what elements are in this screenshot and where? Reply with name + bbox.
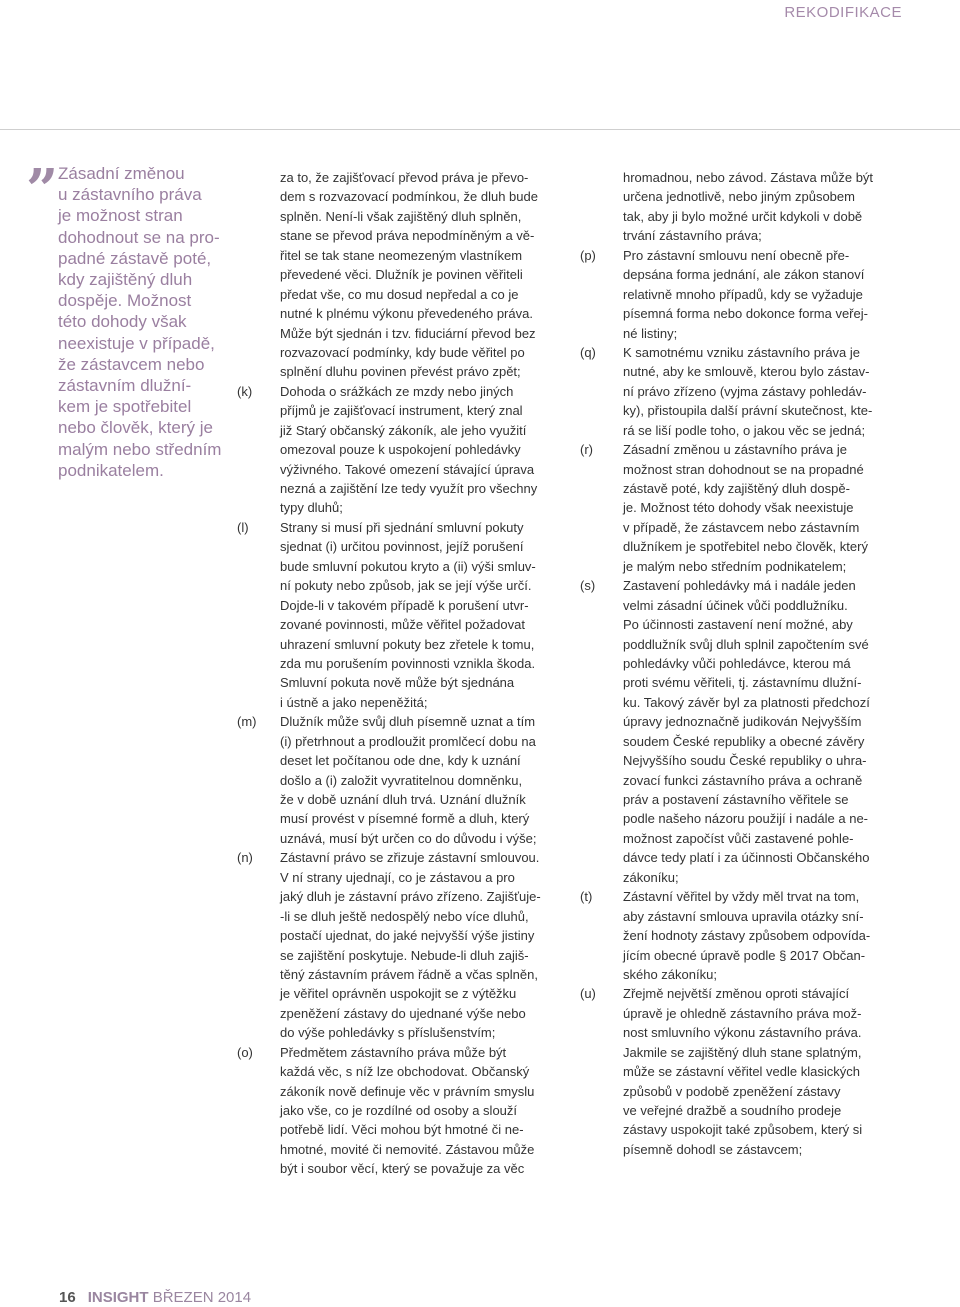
text-line bbox=[623, 479, 923, 498]
line-text: tak, aby ji bylo možné určit kdykoli v době bbox=[623, 208, 863, 224]
line-text: splnění dluhu povinen převést právo zpět; bbox=[280, 364, 521, 380]
list-marker: (m) bbox=[237, 714, 257, 730]
line-text: zákoník nově definuje věc v právním smyslu bbox=[280, 1083, 535, 1099]
line-text: každá věc, s níž lze obchodovat. Občanský bbox=[280, 1064, 530, 1080]
text-line bbox=[623, 187, 923, 206]
text-line bbox=[280, 596, 580, 615]
text-line bbox=[623, 382, 923, 401]
text-line bbox=[280, 887, 580, 906]
text-line bbox=[280, 226, 580, 245]
text-line bbox=[280, 1140, 580, 1159]
line-text: Nejvyššího soudu České republiky o uhra- bbox=[623, 753, 867, 769]
text-line bbox=[623, 285, 923, 304]
line-text: za to, že zajišťovací převod práva je převo- bbox=[280, 170, 529, 185]
line-text: možnost započíst vůči zastavené pohle- bbox=[623, 830, 854, 846]
pull-quote-line: kdy zajištěný dluh bbox=[58, 270, 193, 290]
text-line bbox=[280, 635, 580, 654]
text-line bbox=[237, 848, 580, 867]
line-text: předat vše, co mu dosud nepředal a co je bbox=[280, 286, 519, 302]
line-text: v případě, že zástavcem nebo zástavním bbox=[623, 519, 860, 535]
text-line bbox=[280, 285, 580, 304]
line-text: určena jednotlivě, nebo jiným způsobem bbox=[623, 189, 855, 205]
text-line bbox=[623, 868, 923, 887]
text-line bbox=[280, 751, 580, 770]
text-line bbox=[623, 304, 923, 323]
pull-quote-line: padné zástavě poté, bbox=[58, 248, 212, 268]
text-line bbox=[280, 1004, 580, 1023]
line-text: dávce tedy platí i za účinnosti Občanského bbox=[623, 850, 870, 866]
line-text: ského zákoníku; bbox=[623, 966, 717, 982]
text-line bbox=[280, 771, 580, 790]
line-text: do výše pohledávky s příslušenstvím; bbox=[280, 1025, 496, 1041]
line-text: nezná a zajištění lze tedy využít pro všechny bbox=[280, 481, 538, 496]
text-line bbox=[580, 576, 923, 595]
issue-date: BŘEZEN 2014 bbox=[152, 1289, 252, 1306]
text-line bbox=[623, 673, 923, 692]
text-line bbox=[623, 226, 923, 245]
text-line bbox=[280, 732, 580, 751]
line-text: došlo a (i) založit vyvratitelnou domněnku, bbox=[280, 772, 523, 788]
text-line bbox=[623, 401, 923, 420]
line-text: zované povinnosti, může věřitel požadovat bbox=[280, 617, 525, 633]
line-text: sjednat (i) určitou povinnost, jejíž porušení bbox=[280, 539, 524, 555]
line-text: zpeněžení zástavy do ujednané výše nebo bbox=[280, 1005, 526, 1021]
page-footer bbox=[59, 1289, 251, 1306]
text-line bbox=[280, 440, 580, 459]
line-text: jícím obecné úpravě podle § 2017 Občan- bbox=[623, 947, 866, 963]
text-line bbox=[280, 168, 580, 187]
list-marker: (s) bbox=[580, 578, 596, 594]
pull-quote-line: malým nebo středním bbox=[58, 439, 222, 459]
text-line bbox=[623, 829, 923, 848]
text-line bbox=[623, 1082, 923, 1101]
list-marker: (r) bbox=[580, 442, 593, 458]
line-text: je věřitel oprávněn uspokojit se z výtěžku bbox=[280, 986, 517, 1002]
line-text: být i soubor věcí, který se považuje za věc bbox=[280, 1161, 525, 1177]
text-line bbox=[623, 809, 923, 828]
line-text: Dohoda o srážkách ze mzdy nebo jiných bbox=[280, 383, 514, 399]
list-marker: (n) bbox=[237, 850, 253, 866]
line-text: je. Možnost této dohody však neexistuje bbox=[623, 500, 854, 516]
line-text: potřebě lidí. Věci mohou být hmotné či ne- bbox=[280, 1122, 524, 1138]
text-line bbox=[280, 343, 580, 362]
line-text: Dlužník může svůj dluh písemně uznat a tím bbox=[280, 714, 536, 730]
text-line bbox=[280, 693, 580, 712]
text-line bbox=[280, 401, 580, 420]
text-line bbox=[623, 771, 923, 790]
line-text: deset let počítanou ode dne, kdy k uznání bbox=[280, 753, 521, 769]
line-text: práv a postavení zástavního věřitele se bbox=[623, 792, 849, 807]
line-text: nutné, aby ke smlouvě, kterou bylo zástav- bbox=[623, 364, 870, 380]
list-marker: (k) bbox=[237, 383, 253, 399]
line-text: poddlužník svůj dluh splnil započtením své bbox=[623, 636, 869, 652]
pull-quote-line: neexistuje v případě, bbox=[58, 333, 215, 353]
line-text: písemná forma nebo dokonce forma veřej- bbox=[623, 306, 868, 322]
text-line bbox=[280, 1120, 580, 1139]
line-text: Jakmile se zajištěný dluh stane splatným, bbox=[623, 1044, 862, 1060]
text-line bbox=[280, 926, 580, 945]
text-line bbox=[580, 343, 923, 362]
text-line bbox=[280, 1082, 580, 1101]
line-text: již Starý občanský zákoník, ale jeho využití bbox=[280, 422, 527, 438]
line-text: pohledávky vůči pohledávce, kterou má bbox=[623, 655, 851, 671]
line-text: podle našeho názoru použijí i nadále a ne- bbox=[623, 811, 869, 827]
line-text: příjmů je zajišťovací instrument, který znal bbox=[280, 403, 523, 419]
line-text: písemně dohodl se zástavcem; bbox=[623, 1141, 803, 1157]
text-line bbox=[280, 984, 580, 1003]
text-line bbox=[280, 187, 580, 206]
text-line bbox=[623, 946, 923, 965]
text-line bbox=[623, 848, 923, 867]
text-line bbox=[280, 265, 580, 284]
pull-quote-line: této dohody však bbox=[58, 312, 187, 332]
text-line bbox=[280, 829, 580, 848]
text-line bbox=[623, 168, 923, 187]
line-text: Může být sjednán i tzv. fiduciární převod bez bbox=[280, 325, 536, 341]
line-text: proti svému věřiteli, tj. zástavnímu dlužní- bbox=[623, 675, 862, 691]
line-text: Zástavní právo se zřizuje zástavní smlouvou. bbox=[280, 850, 540, 866]
text-line bbox=[280, 1101, 580, 1120]
text-line bbox=[280, 1062, 580, 1081]
line-text: že v době uznání dluh trvá. Uznání dlužník bbox=[280, 792, 526, 807]
text-line bbox=[280, 207, 580, 226]
line-text: je malým nebo středním podnikatelem; bbox=[623, 558, 847, 574]
text-line bbox=[280, 421, 580, 440]
text-line bbox=[280, 615, 580, 634]
line-text: -li se dluh ještě nedospělý nebo více dluhů, bbox=[280, 908, 529, 924]
text-line bbox=[580, 984, 923, 1003]
line-text: Zastavení pohledávky má i nadále jeden bbox=[623, 578, 856, 594]
line-text: Smluvní pokuta nově může být sjednána bbox=[280, 675, 515, 691]
line-text: ve veřejné dražbě a soudního prodeje bbox=[623, 1103, 842, 1118]
text-line bbox=[623, 1101, 923, 1120]
line-text: (i) přetrhnout a prodloužit promlčecí dobu na bbox=[280, 733, 536, 749]
text-line bbox=[623, 732, 923, 751]
text-line bbox=[237, 1043, 580, 1062]
line-text: hromadnou, nebo závod. Zástava může být bbox=[623, 170, 874, 185]
pull-quote-line: že zástavcem nebo bbox=[58, 354, 205, 374]
line-text: Zástavní věřitel by vždy měl trvat na tom, bbox=[623, 889, 860, 905]
line-text: omezoval pouze k uspokojení pohledávky bbox=[280, 442, 521, 458]
text-line bbox=[623, 1023, 923, 1042]
line-text: dem s rozvazovací podmínkou, že dluh bude bbox=[280, 189, 538, 205]
line-text: Po účinnosti zastavení není možné, aby bbox=[623, 617, 853, 633]
pull-quote-line: zástavním dlužní- bbox=[58, 376, 192, 396]
line-text: stane se převod práva nepodmíněným a vě- bbox=[280, 228, 535, 244]
text-line bbox=[280, 460, 580, 479]
text-line bbox=[280, 362, 580, 381]
text-line bbox=[623, 635, 923, 654]
line-text: zástavě poté, kdy zajištěný dluh dospě- bbox=[623, 481, 850, 496]
pull-quote-line: u zástavního práva bbox=[58, 185, 202, 205]
text-line bbox=[623, 693, 923, 712]
line-text: úpravy jednoznačně judikován Nejvyšším bbox=[623, 714, 862, 730]
pull-quote-line: podnikatelem. bbox=[58, 460, 164, 480]
text-line bbox=[623, 265, 923, 284]
line-text: Dojde-li v takovém případě k porušení utvr- bbox=[280, 597, 529, 613]
line-text: těný zástavním právem řádně a včas splněn, bbox=[280, 966, 538, 982]
line-text: převedené věci. Dlužník je povinen věřiteli bbox=[280, 267, 523, 283]
line-text: velmi zásadní účinek vůči poddlužníku. bbox=[623, 597, 848, 613]
list-marker: (q) bbox=[580, 344, 596, 360]
line-text: Předmětem zástavního práva může být bbox=[280, 1044, 507, 1060]
text-line bbox=[623, 207, 923, 226]
line-text: hmotné, movité či nemovité. Zástavou může bbox=[280, 1141, 535, 1157]
list-marker: (l) bbox=[237, 519, 249, 535]
line-text: aby zástavní smlouva upravila otázky sní- bbox=[623, 908, 864, 924]
text-line bbox=[280, 965, 580, 984]
pull-quote bbox=[58, 163, 243, 481]
text-line bbox=[280, 1023, 580, 1042]
line-text: uhrazení smluvní pokuty bez zřetele k tomu, bbox=[280, 636, 535, 652]
text-line bbox=[623, 362, 923, 381]
line-text: Zřejmě největší změnou oproti stávající bbox=[623, 986, 850, 1002]
line-text: Strany si musí při sjednání smluvní pokuty bbox=[280, 519, 524, 535]
text-line bbox=[623, 1140, 923, 1159]
text-line bbox=[237, 382, 580, 401]
line-text: i ústně a jako nepeněžitá; bbox=[280, 694, 428, 710]
line-text: ky), přistoupila další právní skutečnost, kte- bbox=[623, 403, 873, 419]
text-line bbox=[623, 1120, 923, 1139]
text-line bbox=[280, 673, 580, 692]
text-line bbox=[623, 790, 923, 809]
line-text: V ní strany ujednají, co je zástavou a pro bbox=[280, 869, 515, 885]
line-text: se zajištění poskytuje. Nebude-li dluh zajiš- bbox=[280, 947, 529, 963]
list-marker: (t) bbox=[580, 889, 593, 905]
line-text: může se zástavní věřitel vedle klasických bbox=[623, 1064, 860, 1080]
pull-quote-line: dospěje. Možnost bbox=[58, 291, 192, 311]
text-line bbox=[623, 460, 923, 479]
line-text: depsána forma jednání, ale zákon stanoví bbox=[623, 267, 865, 283]
text-line bbox=[280, 576, 580, 595]
text-line bbox=[623, 1043, 923, 1062]
line-text: musí provést v písemné formě a dluh, který bbox=[280, 811, 530, 827]
line-text: jako vše, co je rozdílné od osoby a slouží bbox=[280, 1103, 518, 1118]
line-text: zákoníku; bbox=[623, 869, 679, 885]
line-text: soudem České republiky a obecné závěry bbox=[623, 733, 865, 749]
line-text: možnost stran dohodnout se na propadné bbox=[623, 461, 864, 477]
line-text: úpravě je ohledně zástavního práva mož- bbox=[623, 1005, 862, 1021]
line-text: Zásadní změnou u zástavního práva je bbox=[623, 442, 848, 458]
text-line bbox=[623, 926, 923, 945]
line-text: zovací funkci zástavního práva a ochraně bbox=[623, 772, 863, 788]
line-text: typy dluhů; bbox=[280, 500, 343, 516]
text-line bbox=[280, 946, 580, 965]
text-line bbox=[623, 596, 923, 615]
line-text: zda mu porušením povinnosti vznikla škoda. bbox=[280, 655, 536, 671]
line-text: výživného. Takové omezení stávající úprava bbox=[280, 461, 535, 477]
line-text: bude smluvní pokutou kryto a (ii) výši smluv- bbox=[280, 558, 536, 574]
text-line bbox=[623, 324, 923, 343]
text-line bbox=[623, 518, 923, 537]
line-text: způsobů v podobě zpeněžení zástavy bbox=[623, 1083, 841, 1099]
pull-quote-line: dohodnout se na pro- bbox=[58, 227, 220, 247]
text-line bbox=[623, 537, 923, 556]
text-line bbox=[280, 479, 580, 498]
line-text: rozvazovací podmínky, kdy bude věřitel po bbox=[280, 344, 525, 360]
line-text: nutné k plnému výkonu převedeného práva. bbox=[280, 306, 533, 322]
text-line bbox=[280, 324, 580, 343]
text-line bbox=[280, 868, 580, 887]
line-text: zástavy uspokojit také způsobem, který si bbox=[623, 1122, 863, 1138]
section-label: REKODIFIKACE bbox=[784, 4, 902, 21]
pull-quote-line: Zásadní změnou bbox=[58, 164, 185, 183]
text-line bbox=[280, 246, 580, 265]
list-marker: (p) bbox=[580, 247, 596, 263]
line-text: trvání zástavního práva; bbox=[623, 228, 762, 244]
line-text: né listiny; bbox=[623, 325, 678, 341]
line-text: žení hodnoty zástavy způsobem odpovída- bbox=[623, 928, 871, 944]
text-line bbox=[280, 498, 580, 517]
text-line bbox=[623, 712, 923, 731]
line-text: nost smluvního výkonu zástavního práva. bbox=[623, 1025, 862, 1041]
pull-quote-line: je možnost stran bbox=[58, 206, 183, 226]
text-line bbox=[280, 809, 580, 828]
pull-quote-line: kem je spotřebitel bbox=[58, 397, 192, 417]
text-column-left bbox=[237, 168, 580, 1179]
line-text: ní pokuty nebo způsob, jak se její výše určí. bbox=[280, 578, 532, 594]
line-text: dlužníkem je spotřebitel nebo člověk, který bbox=[623, 539, 868, 555]
line-text: ní právo zřízeno (vyjma zástavy pohledáv- bbox=[623, 383, 867, 399]
text-line bbox=[623, 1062, 923, 1081]
magazine-brand: INSIGHT bbox=[87, 1289, 149, 1306]
pull-quote-line: nebo člověk, který je bbox=[58, 418, 213, 438]
line-text: Pro zástavní smlouvu není obecně pře- bbox=[623, 247, 850, 263]
text-column-right bbox=[580, 168, 923, 1159]
line-text: postačí ujednat, do jaké nejvyšší výše jistiny bbox=[280, 928, 535, 944]
list-marker: (o) bbox=[237, 1044, 253, 1060]
text-line bbox=[280, 790, 580, 809]
text-line bbox=[623, 654, 923, 673]
text-line bbox=[237, 518, 580, 537]
text-line bbox=[280, 304, 580, 323]
line-text: řitel se tak stane neomezeným vlastníkem bbox=[280, 247, 523, 263]
text-line bbox=[280, 654, 580, 673]
text-line bbox=[580, 246, 923, 265]
text-line bbox=[580, 440, 923, 459]
text-line bbox=[623, 751, 923, 770]
page-number: 16 bbox=[59, 1289, 76, 1306]
text-line bbox=[580, 887, 923, 906]
text-line bbox=[280, 1159, 580, 1178]
text-line bbox=[280, 907, 580, 926]
text-line bbox=[623, 498, 923, 517]
text-line bbox=[237, 712, 580, 731]
quote-mark-icon: ” bbox=[26, 157, 53, 223]
text-line bbox=[623, 907, 923, 926]
line-text: jaký dluh je zástavní právo zřízeno. Zajišťuje- bbox=[280, 889, 541, 905]
text-line bbox=[623, 965, 923, 984]
line-text: splněn. Není-li však zajištěný dluh splněn, bbox=[280, 208, 522, 224]
text-line bbox=[280, 537, 580, 556]
line-text: rá se liší podle toho, o jakou věc se jedná; bbox=[623, 422, 866, 438]
line-text: K samotnému vzniku zástavního práva je bbox=[623, 344, 861, 360]
text-line bbox=[623, 421, 923, 440]
line-text: relativně mnoho případů, kdy se vyžaduje bbox=[623, 286, 863, 302]
list-marker: (u) bbox=[580, 986, 596, 1002]
header-divider bbox=[0, 129, 960, 130]
line-text: ku. Takový závěr byl za platnosti předchozí bbox=[623, 694, 870, 710]
text-line bbox=[623, 1004, 923, 1023]
text-line bbox=[623, 557, 923, 576]
line-text: uznává, musí být určen co do důvodu i výše; bbox=[280, 830, 537, 846]
text-line bbox=[280, 557, 580, 576]
text-line bbox=[623, 615, 923, 634]
